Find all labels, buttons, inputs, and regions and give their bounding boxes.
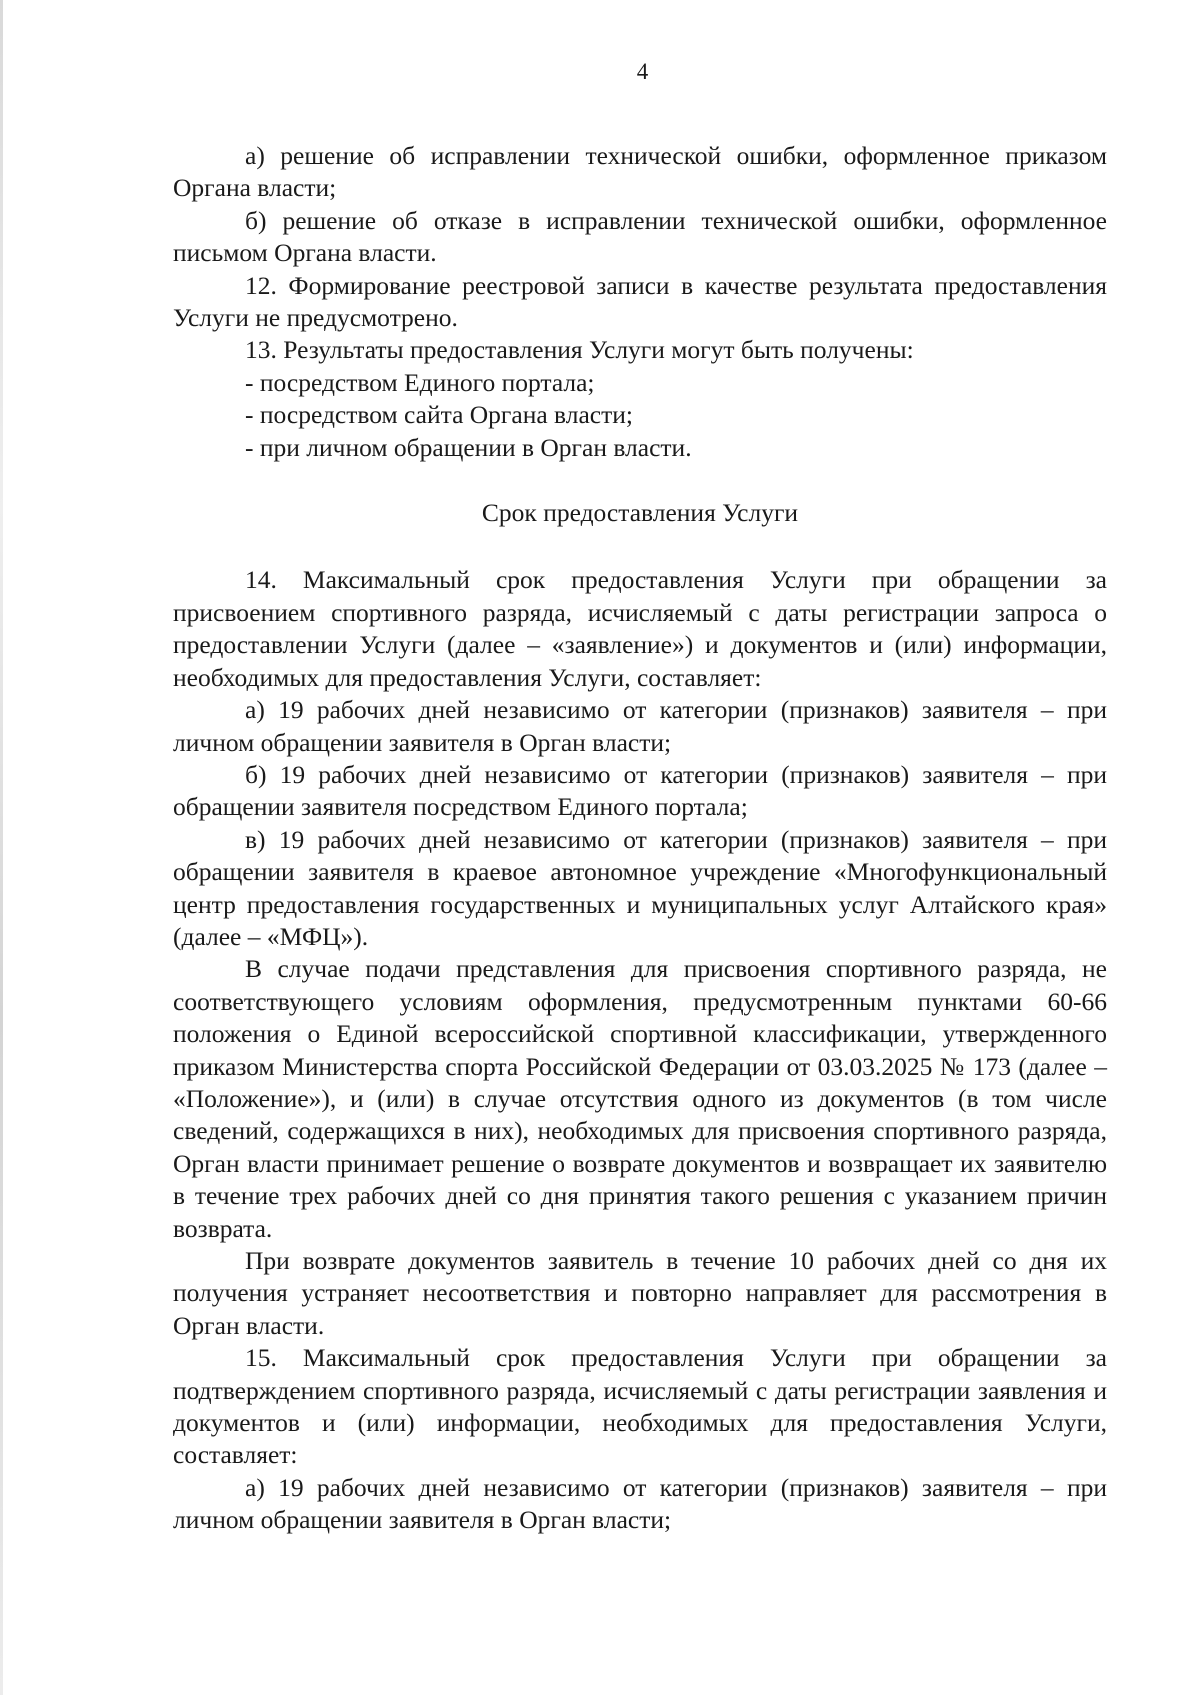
list-item-personal-visit: - при личном обращении в Орган власти. [245,432,692,462]
paragraph-result-decision-fix: а) решение об исправлении технической ошибки, оформленное приказом Органа власти; [173,141,1107,203]
scan-edge [0,0,3,1695]
paragraph-item-14-v: в) 19 рабочих дней независимо от категории (признаков) заявителя – при обращении заявителя в краевое автономное учреждение «Многофункциональный центр предоставления государственных и муниципальных услуг Алтайского края» (далее – «МФЦ»). [173,824,1107,951]
paragraph-item-14-b: б) 19 рабочих дней независимо от категории (признаков) заявителя – при обращении заявителя посредством Единого портала; [173,759,1107,822]
paragraph-item-14: 14. Максимальный срок предоставления Услуги при обращении за присвоением спортивного разряда, исчисляемый с даты регистрации запроса о предоставлении Услуги (далее – «заявление») и документов и (или) информации, необходимых для предоставления Услуги, составляет: [173,565,1107,692]
list-item-portal: - посредством Единого портала; [245,367,595,397]
paragraph-document-return-case: В случае подачи представления для присвоения спортивного разряда, не соответствующего условиям оформления, предусмотренным пунктами 60-66 положения о Единой всероссийской спортивной классификации, утвержденного приказом Министерства спорта Российской Федерации от 03.03.2025 № 173 (далее – «Положение»), и (или) в случае отсутствия одного из документов (в том числе сведений, содержащихся в них), необходимых для присвоения спортивного разряда, Орган власти принимает решение о возврате документов и возвращает их заявителю в течение трех рабочих дней со дня принятия такого решения с указанием причин возврата. [173,954,1107,1243]
paragraph-document-return: При возврате документов заявитель в течение 10 рабочих дней со дня их получения устраняет несоответствия и повторно направляет для рассмотрения в Орган власти. [173,1246,1107,1340]
paragraph-item-15-a: а) 19 рабочих дней независимо от категории (признаков) заявителя – при личном обращении заявителя в Орган власти; [173,1472,1107,1535]
paragraph-item-13: 13. Результаты предоставления Услуги могут быть получены: [245,335,914,365]
section-heading: Срок предоставления Услуги [481,498,799,528]
document-body [173,140,1107,1537]
paragraph-item-14-a: а) 19 рабочих дней независимо от категории (признаков) заявителя – при личном обращении заявителя в Орган власти; [173,695,1107,757]
paragraph-item-15: 15. Максимальный срок предоставления Услуги при обращении за подтверждением спортивного разряда, исчисляемый с даты регистрации заявления и документов и (или) информации, необходимых для предоставления Услуги, составляет: [173,1343,1107,1470]
paragraph-result-decision-refusal: б) решение об отказе в исправлении технической ошибки, оформленное письмом Органа власти. [173,205,1107,268]
paragraph-item-12: 12. Формирование реестровой записи в качестве результата предоставления Услуги не предусмотрено. [173,270,1107,333]
list-item-website: - посредством сайта Органа власти; [245,400,633,430]
page-number: 4 [636,59,649,84]
